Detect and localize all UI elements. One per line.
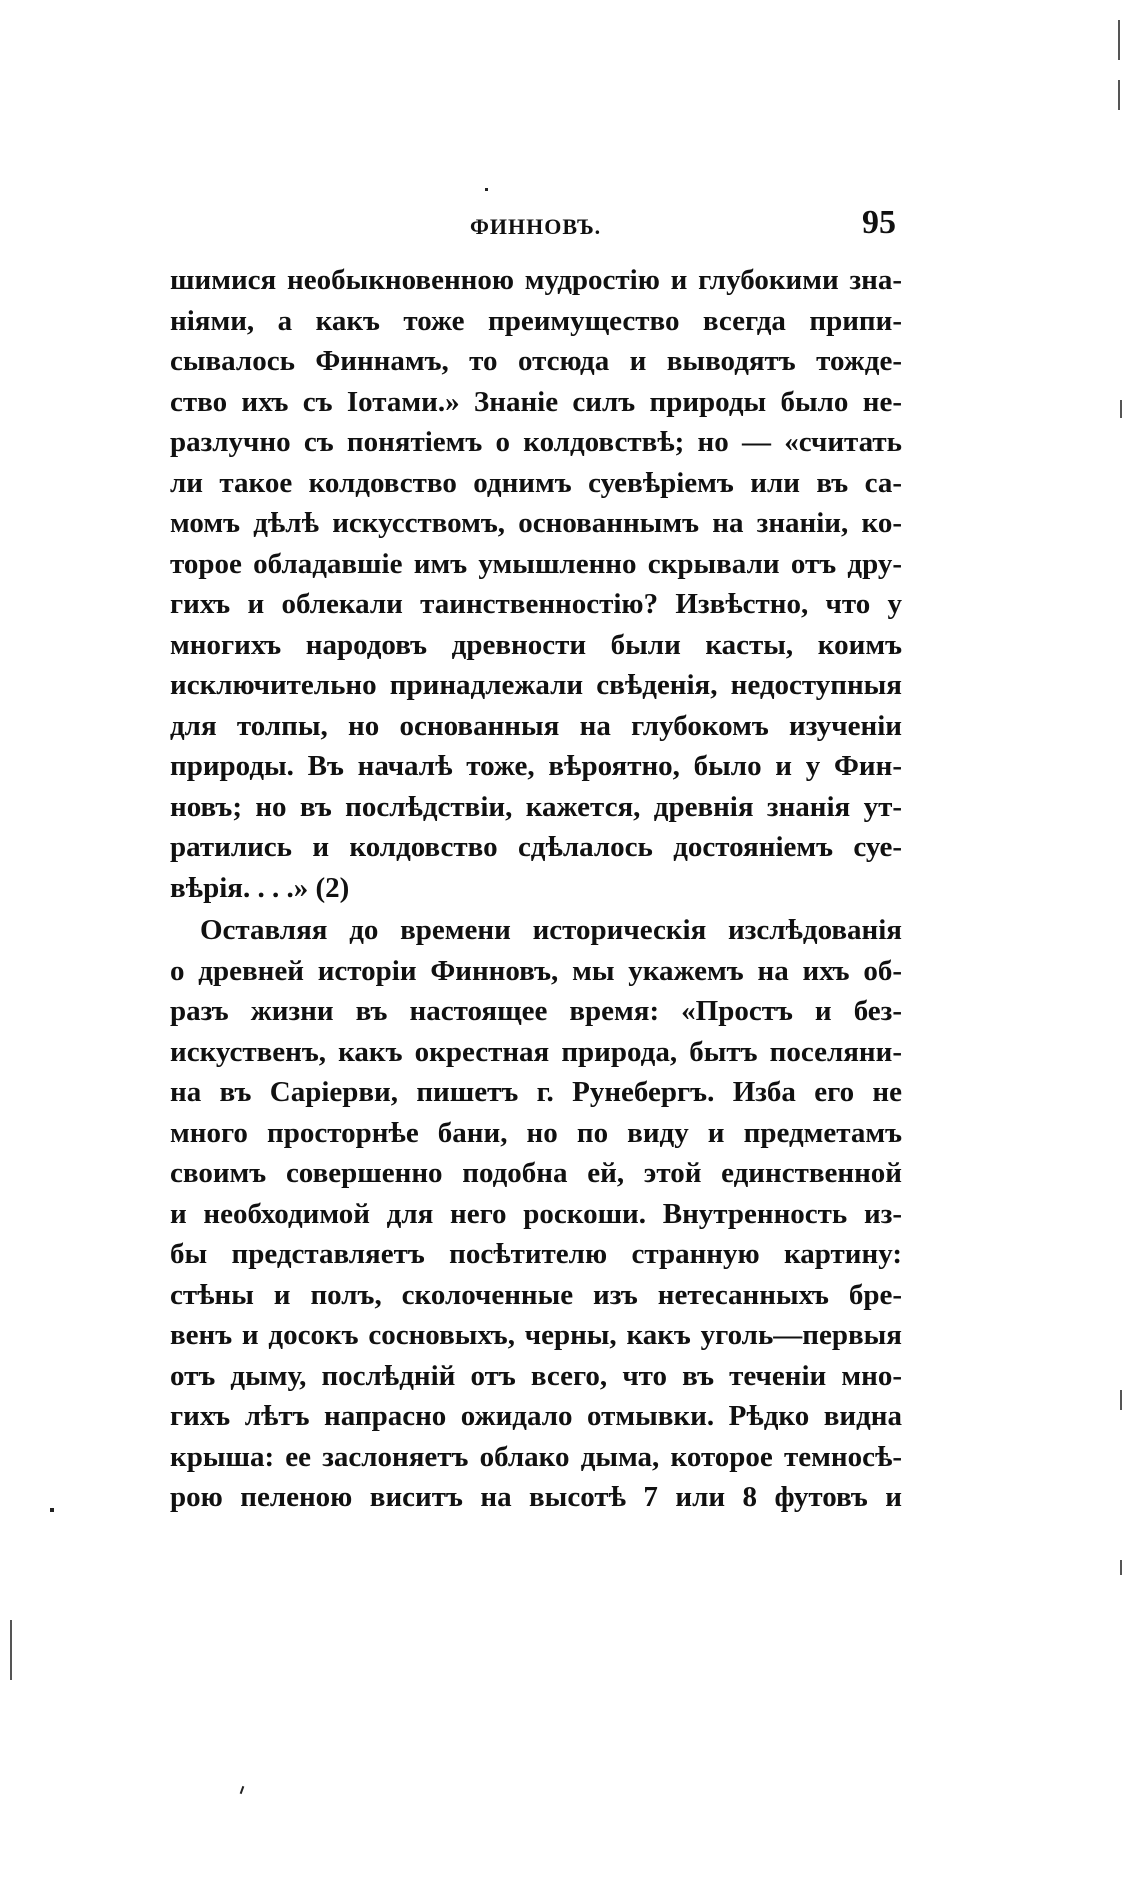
text-line: стѣны и полъ, сколоченные изъ нетесанныхъ бре- bbox=[170, 1278, 902, 1311]
text-line: шимися необыкновенною мудростію и глубокими зна- bbox=[170, 264, 902, 296]
page-number: 95 bbox=[862, 204, 896, 241]
text-line: рою пеленою виситъ на высотѣ 7 или 8 футовъ и bbox=[170, 1481, 902, 1513]
text-line: на въ Саріерви, пишетъ г. Рунебергъ. Изба его не bbox=[170, 1076, 902, 1108]
text-line: вѣрія. . . .» (2) bbox=[170, 871, 350, 904]
text-line: бы представляетъ посѣтителю странную картину: bbox=[170, 1238, 902, 1270]
text-line: многихъ народовъ древности были касты, коимъ bbox=[170, 628, 902, 661]
scan-edge-mark bbox=[1120, 1560, 1122, 1575]
text-line: Оставляя до времени историческія изслѣдованія bbox=[200, 914, 902, 946]
text-line: о древней исторіи Финновъ, мы укажемъ на ихъ об- bbox=[170, 954, 902, 987]
text-line: разъ жизни въ настоящее время: «Простъ и без- bbox=[170, 995, 902, 1027]
scan-edge-mark bbox=[10, 1620, 12, 1680]
text-line: исключительно принадлежали свѣденія, недоступныя bbox=[170, 669, 902, 701]
text-line: отъ дыму, послѣдній отъ всего, что въ теченіи мно- bbox=[170, 1359, 902, 1392]
text-line: для толпы, но основанныя на глубокомъ изученіи bbox=[170, 709, 902, 742]
scan-edge-mark bbox=[1118, 20, 1120, 60]
scan-speck bbox=[485, 188, 488, 191]
text-line: много просторнѣе бани, но по виду и предметамъ bbox=[170, 1116, 902, 1149]
text-line: и необходимой для него роскоши. Внутренность из- bbox=[170, 1197, 902, 1230]
text-line: ніями, а какъ тоже преимущество всегда припи- bbox=[170, 304, 902, 337]
text-line: ли такое колдовство однимъ суевѣріемъ или въ са- bbox=[170, 466, 902, 499]
scan-edge-mark bbox=[1118, 80, 1120, 110]
page-header bbox=[170, 200, 902, 260]
text-line: разлучно съ понятіемъ о колдовствѣ; но — «считать bbox=[170, 426, 902, 458]
text-line: венъ и досокъ сосновыхъ, черны, какъ уголь—первыя bbox=[170, 1319, 902, 1351]
text-line: своимъ совершенно подобна ей, этой единственной bbox=[170, 1157, 902, 1189]
body-text bbox=[170, 260, 902, 1518]
text-line: момъ дѣлѣ искусствомъ, основаннымъ на знаніи, ко- bbox=[170, 507, 902, 539]
scan-edge-mark bbox=[1120, 1390, 1122, 1410]
text-line: искуственъ, какъ окрестная природа, бытъ поселяни- bbox=[170, 1035, 902, 1068]
text-line: торое обладавшіе имъ умышленно скрывали отъ дру- bbox=[170, 547, 902, 580]
text-line: природы. Въ началѣ тоже, вѣроятно, было и у Фин- bbox=[170, 750, 902, 782]
text-line: крыша: ее заслоняетъ облако дыма, которое темносѣ- bbox=[170, 1440, 902, 1473]
scan-edge-mark bbox=[1120, 400, 1122, 418]
paragraph bbox=[170, 260, 902, 908]
text-line: гихъ лѣтъ напрасно ожидало отмывки. Рѣдко видна bbox=[170, 1400, 902, 1432]
scan-speck bbox=[50, 1508, 54, 1512]
text-line: сывалось Финнамъ, то отсюда и выводятъ тожде- bbox=[170, 345, 902, 377]
paragraph bbox=[170, 910, 902, 1518]
text-line: ство ихъ съ Іотами.» Знаніе силъ природы было не- bbox=[170, 385, 902, 418]
scan-speck bbox=[240, 1786, 245, 1794]
text-line: новъ; но въ послѣдствіи, кажется, древнія знанія ут- bbox=[170, 790, 902, 823]
running-head: ФИННОВЪ. bbox=[470, 214, 602, 239]
text-line: гихъ и облекали таинственностію? Извѣстно, что у bbox=[170, 588, 902, 620]
text-line: ратились и колдовство сдѣлалось достояніемъ суе- bbox=[170, 831, 902, 863]
